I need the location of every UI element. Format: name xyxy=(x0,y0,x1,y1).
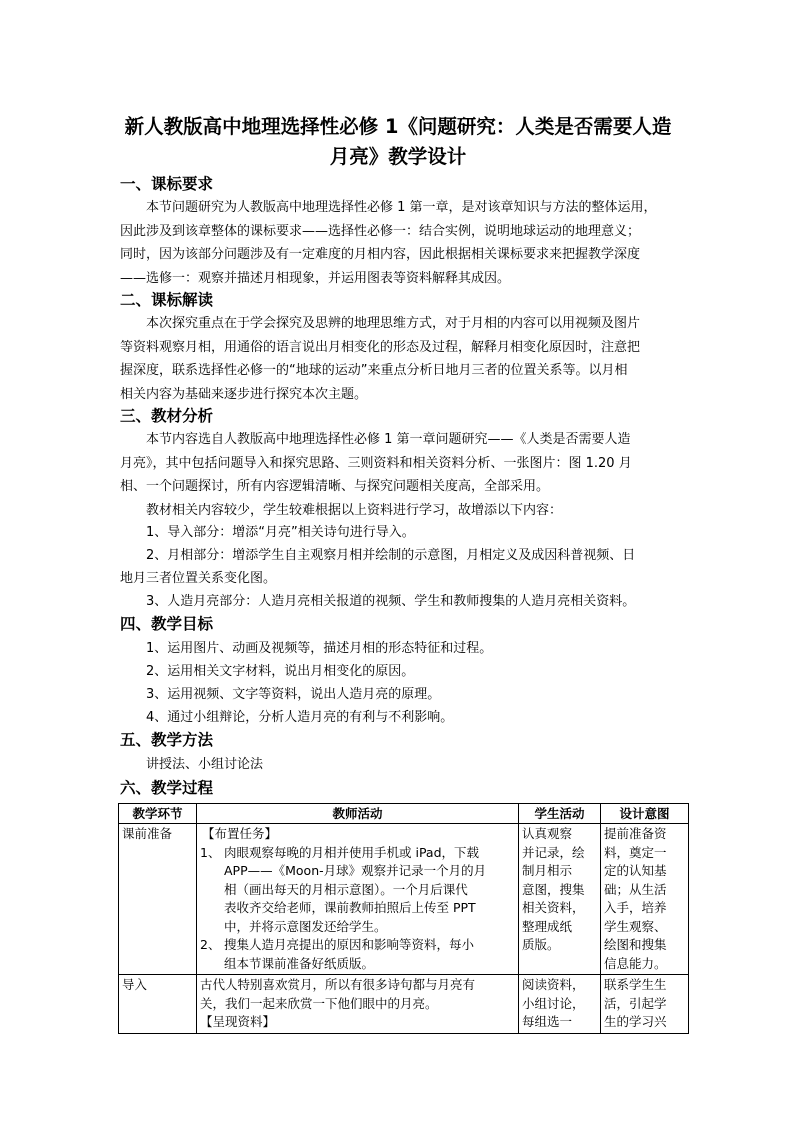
cell-line: 础；从生活 xyxy=(604,881,667,897)
task-number: 1、 xyxy=(200,844,221,860)
table-row xyxy=(119,824,689,975)
list-item-continuation: 地月三者位置关系变化图。 xyxy=(120,571,277,586)
cell-line: 质版。 xyxy=(522,937,560,952)
cell-line: 提前准备资 xyxy=(604,826,667,841)
task-line: 表收齐交给老师，课前教师拍照后上传至 PPT xyxy=(224,900,476,915)
list-item: 4、通过小组辩论，分析人造月亮的有利与不利影响。 xyxy=(146,710,454,725)
cell-line: 生的学习兴 xyxy=(604,1014,667,1029)
task-line: 中，并将示意图发还给学生。 xyxy=(224,918,387,934)
cell-line: 信息能力。 xyxy=(604,955,667,971)
section-body-interpretation xyxy=(120,312,680,406)
cell-line: 小组讨论， xyxy=(522,995,585,1011)
paragraph-line: 因此涉及到该章整体的课标要求——选择性必修一：结合实例，说明地球运动的地理意义； xyxy=(120,223,641,239)
paragraph-line: 本次探究重点在于学会探究及思辨的地理思维方式，对于月相的内容可以用视频及图片 xyxy=(146,316,641,331)
task-line: APP——《Moon-月球》观察并记录一个月的月 xyxy=(224,863,487,878)
section-heading-textbook: 三、教材分析 xyxy=(120,407,214,425)
teaching-process-table xyxy=(118,803,689,1034)
cell-line: 每组选一 xyxy=(522,1014,573,1029)
section-body-standards xyxy=(120,196,680,290)
table-row xyxy=(119,975,689,1034)
task-line: 搜集人造月亮提出的原因和影响等资料，每小 xyxy=(224,937,475,952)
cell-line: 整理成纸 xyxy=(522,918,573,934)
list-item: 2、月相部分：增添学生自主观察月相并绘制的示意图，月相定义及成因科普视频、日 xyxy=(146,548,636,563)
stage-cell: 导入 xyxy=(119,975,197,1034)
task-line: 相（画出每天的月相示意图）。一个月后课代 xyxy=(224,881,468,897)
cell-line: 绘图和搜集 xyxy=(604,937,667,952)
task-heading: 【布置任务】 xyxy=(202,826,278,841)
section-heading-methods: 五、教学方法 xyxy=(120,731,214,749)
cell-line: 【呈现资料】 xyxy=(200,1014,276,1029)
task-line: 组本节课前准备好纸质版。 xyxy=(224,955,375,971)
cell-line: 入手，培养 xyxy=(604,900,667,915)
task-item xyxy=(200,936,515,973)
cell-line: 定的认知基 xyxy=(604,863,667,878)
teacher-activity-cell xyxy=(197,824,519,975)
paragraph-line: ——选修一：观察并描述月相现象，并运用图表等资料解释其成因。 xyxy=(120,270,511,286)
paragraph-line: 教材相关内容较少，学生较难根据以上资料进行学习，故增添以下内容： xyxy=(146,502,563,518)
teacher-activity-cell xyxy=(197,975,519,1034)
section-heading-process: 六、教学过程 xyxy=(120,779,214,797)
section-heading-objectives: 四、教学目标 xyxy=(120,615,214,633)
cell-line: 关，我们一起来欣赏一下他们眼中的月亮。 xyxy=(200,995,438,1011)
student-activity-cell xyxy=(519,824,601,975)
paragraph-line: 月亮》，其中包括问题导入和探究思路、三则资料和相关资料分析、一张图片：图 1.20 月 xyxy=(120,455,632,471)
list-item: 1、导入部分：增添“月亮”相关诗句进行导入。 xyxy=(146,525,415,540)
document-title-line2: 月亮》教学设计 xyxy=(329,145,467,168)
student-activity-cell xyxy=(519,975,601,1034)
design-intent-cell xyxy=(601,824,689,975)
cell-line: 意图，搜集 xyxy=(522,881,585,897)
task-item xyxy=(200,844,515,937)
cell-line: 并记录，绘 xyxy=(522,844,585,860)
paragraph-line: 相关内容为基础来逐步进行探究本次主题。 xyxy=(120,386,368,402)
paragraph-line: 同时，因为该部分问题涉及有一定难度的月相内容，因此根据相关课标要求来把握教学深度 xyxy=(120,247,641,262)
paragraph-line: 等资料观察月相，用通俗的语言说出月相变化的形态及过程，解释月相变化原因时，注意把 xyxy=(120,339,641,355)
cell-line: 古代人特别喜欢赏月，所以有很多诗句都与月亮有 xyxy=(200,977,476,992)
list-item: 1、运用图片、动画及视频等，描述月相的形态特征和过程。 xyxy=(146,641,493,656)
section-heading-interpretation: 二、课标解读 xyxy=(120,291,214,309)
column-header: 教学环节 xyxy=(119,804,197,824)
document-title-line1: 新人教版高中地理选择性必修 1《问题研究：人类是否需要人造 xyxy=(124,115,672,138)
cell-line: 制月相示 xyxy=(522,863,573,878)
task-number: 2、 xyxy=(200,937,221,952)
cell-line: 料，奠定一 xyxy=(604,844,667,860)
section-body-textbook xyxy=(120,428,680,522)
cell-line: 阅读资料， xyxy=(522,977,585,992)
list-item: 3、人造月亮部分：人造月亮相关报道的视频、学生和教师搜集的人造月亮相关资料。 xyxy=(146,594,636,609)
cell-line: 认真观察 xyxy=(522,826,573,841)
cell-line: 活，引起学 xyxy=(604,995,667,1011)
task-line: 肉眼观察每晚的月相并使用手机或 iPad，下载 xyxy=(224,844,480,860)
cell-line: 学生观察、 xyxy=(604,918,667,934)
methods-text: 讲授法、小组讨论法 xyxy=(146,757,264,772)
list-item: 3、运用视频、文字等资料，说出人造月亮的原理。 xyxy=(146,687,441,702)
table-header-row xyxy=(119,804,689,824)
paragraph-line: 相、一个问题探讨，所有内容逻辑清晰、与探究问题相关度高，全部采用。 xyxy=(120,479,550,494)
cell-line: 联系学生生 xyxy=(604,977,667,992)
paragraph-line: 本节问题研究为人教版高中地理选择性必修 1 第一章，是对该章知识与方法的整体运用， xyxy=(146,200,657,215)
column-header: 教师活动 xyxy=(197,804,519,824)
design-intent-cell xyxy=(601,975,689,1034)
stage-cell: 课前准备 xyxy=(119,824,197,975)
paragraph-line: 本节内容选自人教版高中地理选择性必修 1 第一章问题研究——《人类是否需要人造 xyxy=(146,432,631,447)
column-header: 学生活动 xyxy=(519,804,601,824)
column-header: 设计意图 xyxy=(601,804,689,824)
list-item: 2、运用相关文字材料，说出月相变化的原因。 xyxy=(146,664,415,679)
cell-line: 相关资料， xyxy=(522,900,585,915)
section-heading-standards: 一、课标要求 xyxy=(120,175,214,193)
paragraph-line: 握深度，联系选择性必修一的“地球的运动”来重点分析日地月三者的位置关系等。以月相 xyxy=(120,363,628,378)
